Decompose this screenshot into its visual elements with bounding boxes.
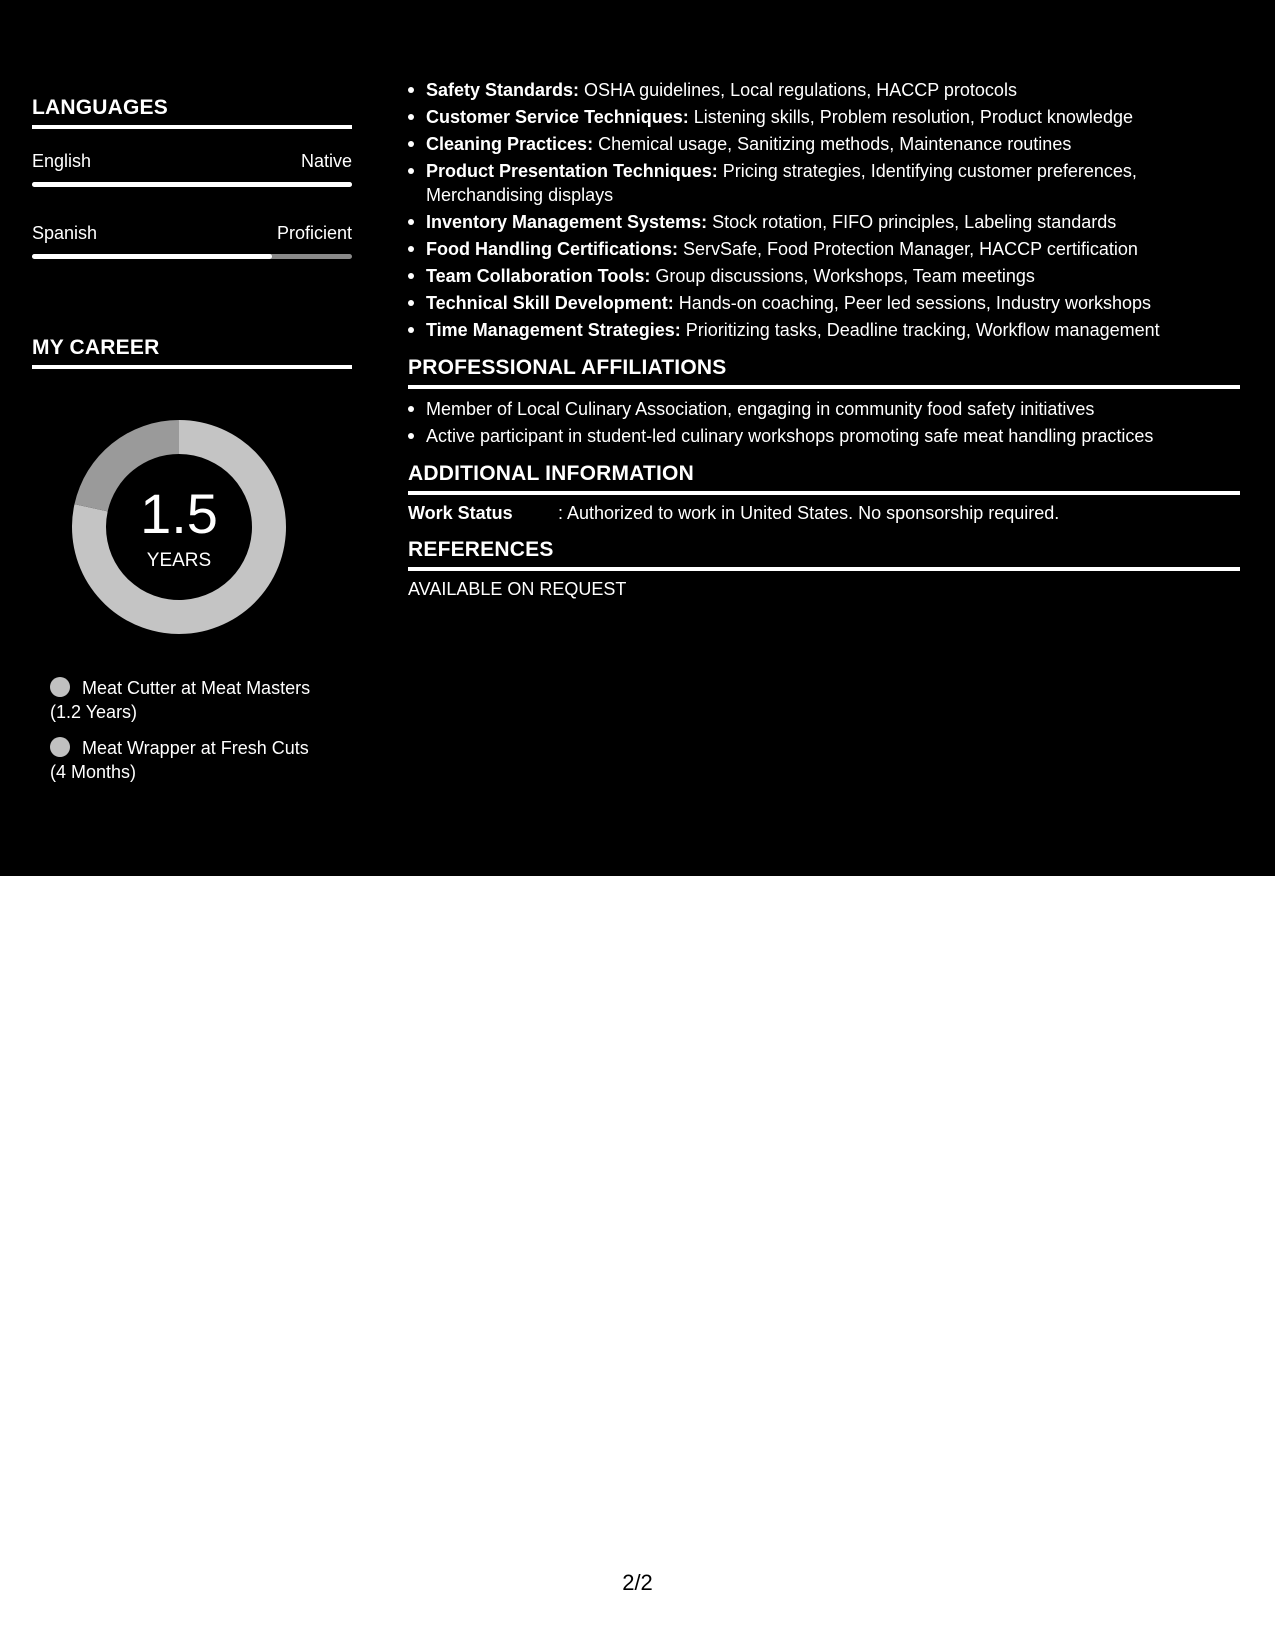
legend-item — [50, 676, 350, 724]
language-name: Spanish — [32, 223, 98, 243]
list-item: Safety Standards: OSHA guidelines, Local regulations, HACCP protocols — [408, 78, 1240, 102]
references-title: REFERENCES — [408, 538, 1240, 571]
list-item: Customer Service Techniques: Listening skills, Problem resolution, Product knowledge — [408, 105, 1240, 129]
affiliations-list — [408, 397, 1240, 448]
language-bar-fill — [32, 182, 352, 187]
language-level: Native — [300, 151, 352, 171]
work-status-value: : Authorized to work in United States. No sponsorship required. — [558, 503, 1060, 523]
work-status-label: Work Status — [408, 503, 513, 523]
list-item: Technical Skill Development: Hands-on coaching, Peer led sessions, Industry workshops — [408, 291, 1240, 315]
sidebar — [0, 0, 380, 876]
skills-list — [408, 78, 1240, 342]
page-number: 2/2 — [622, 1570, 653, 1595]
languages-section — [32, 96, 352, 259]
language-name: English — [32, 151, 92, 171]
career-donut-chart — [66, 414, 292, 640]
career-title: MY CAREER — [32, 336, 352, 369]
language-level: Proficient — [276, 223, 352, 243]
work-status-row — [408, 503, 1240, 524]
list-item: Inventory Management Systems: Stock rotation, FIFO principles, Labeling standards — [408, 210, 1240, 234]
additional-info-title: ADDITIONAL INFORMATION — [408, 462, 1240, 495]
legend-dot-icon — [50, 677, 70, 697]
career-total: 1.5 — [140, 482, 218, 545]
language-item-english — [32, 151, 352, 187]
language-bar-fill — [32, 254, 272, 259]
language-bar — [32, 182, 352, 187]
legend-duration: (1.2 Years) — [50, 702, 138, 722]
career-legend — [50, 676, 350, 796]
list-item: Time Management Strategies: Prioritizing tasks, Deadline tracking, Workflow management — [408, 318, 1240, 342]
references-text: AVAILABLE ON REQUEST — [408, 579, 627, 599]
list-item: Team Collaboration Tools: Group discussions, Workshops, Team meetings — [408, 264, 1240, 288]
main-content — [408, 78, 1240, 600]
list-item: Product Presentation Techniques: Pricing strategies, Identifying customer preferences, Merchandising displays — [408, 159, 1240, 207]
list-item: Food Handling Certifications: ServSafe, Food Protection Manager, HACCP certification — [408, 237, 1240, 261]
legend-dot-icon — [50, 737, 70, 757]
list-item: Cleaning Practices: Chemical usage, Sanitizing methods, Maintenance routines — [408, 132, 1240, 156]
career-unit: YEARS — [146, 550, 212, 571]
list-item: Active participant in student-led culinary workshops promoting safe meat handling practices — [408, 424, 1240, 448]
legend-item — [50, 736, 350, 784]
language-bar — [32, 254, 352, 259]
languages-title: LANGUAGES — [32, 96, 352, 129]
list-item: Member of Local Culinary Association, engaging in community food safety initiatives — [408, 397, 1240, 421]
affiliations-title: PROFESSIONAL AFFILIATIONS — [408, 356, 1240, 389]
legend-duration: (4 Months) — [50, 762, 137, 782]
legend-label: Meat Cutter at Meat Masters — [82, 678, 311, 698]
language-item-spanish — [32, 223, 352, 259]
career-section — [32, 336, 352, 369]
legend-label: Meat Wrapper at Fresh Cuts — [82, 738, 309, 758]
